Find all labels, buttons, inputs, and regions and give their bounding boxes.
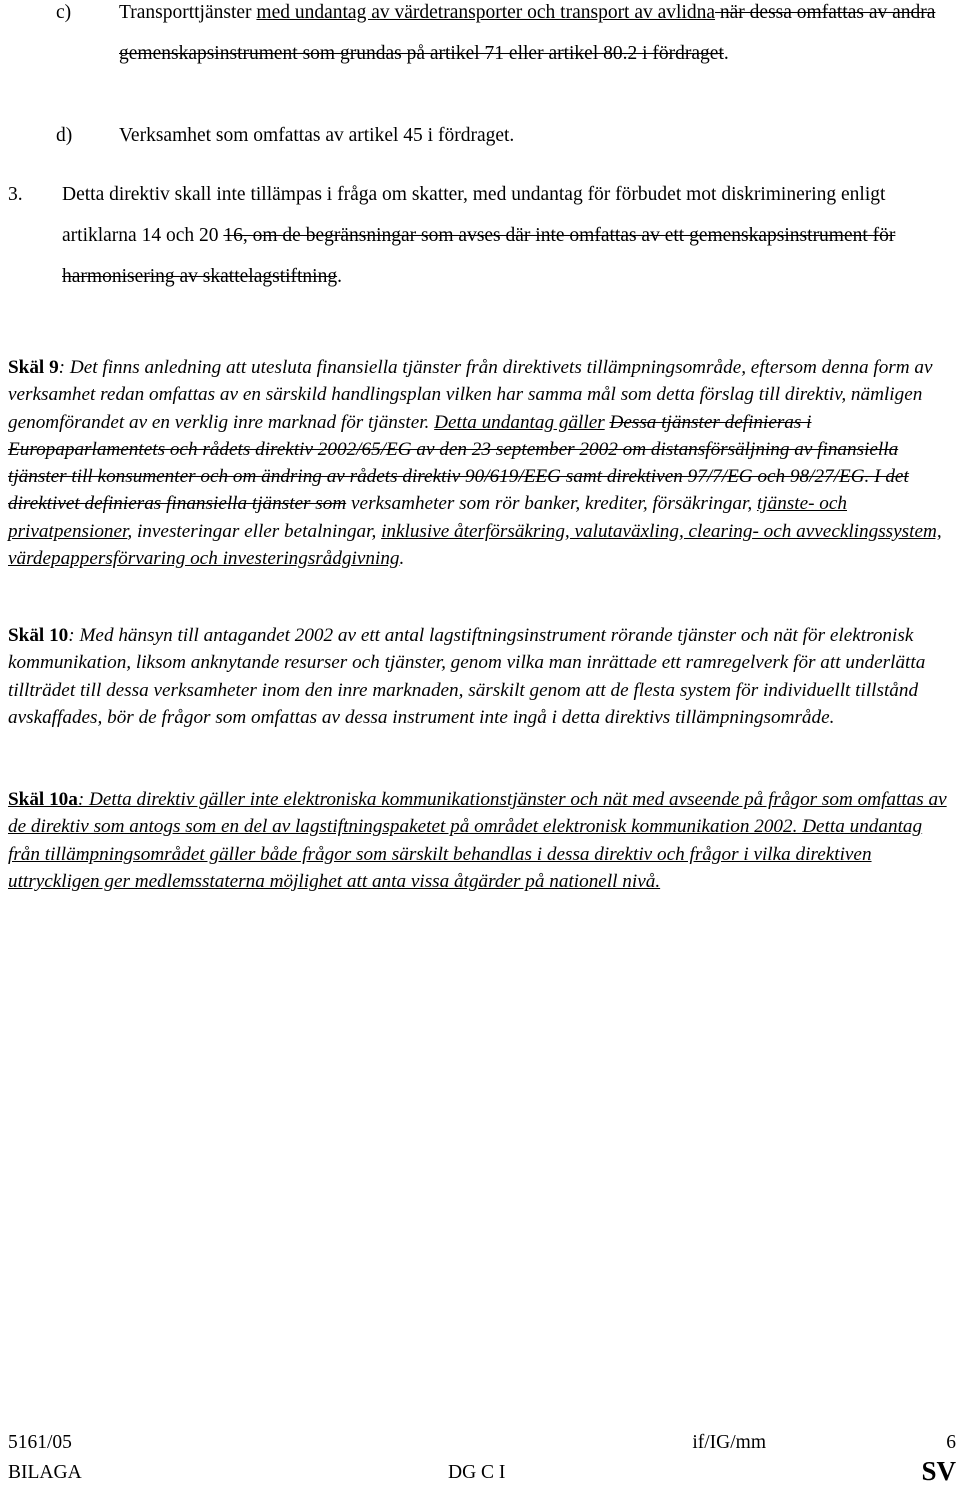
item-text: [119, 115, 948, 156]
recital-label: Skäl 10a: [8, 789, 78, 810]
language-code: SV: [921, 1456, 956, 1486]
initials: if/IG/mm: [692, 1432, 766, 1453]
recital-label: Skäl 10: [8, 625, 69, 646]
text-segment: , investeringar eller betalningar,: [127, 520, 382, 542]
text-segment: Transporttjänster: [119, 2, 257, 23]
deleted-text: Dessa tjänster definieras i Europaparlamentets och rådets direktiv 2002/65/EG av den 23 september 2002 om distansförsäljning av finansiella tjänster till konsumenter och om ändring av rådets direktiv 90/619/EEG samt direktiven 97/7/EG och 98/27/EG. I det direktivet definieras finansiella tjänster som: [8, 411, 909, 515]
annex-label: BILAGA: [8, 1462, 82, 1483]
recital-10: [8, 622, 952, 731]
paragraph-text: [62, 174, 948, 297]
text-segment: .: [337, 266, 342, 287]
inserted-text: med undantag av värdetransporter och transport av avlidna: [256, 2, 716, 23]
inserted-text: tjänste- och privatpensioner: [8, 493, 848, 542]
item-label: d): [56, 125, 73, 146]
paragraph-number: 3.: [8, 184, 23, 205]
recital-label: Skäl 9: [8, 357, 59, 378]
text-segment: .: [723, 43, 729, 64]
doc-number: 5161/05: [8, 1432, 72, 1453]
text-segment: Verksamhet som omfattas av artikel 45 i fördraget.: [119, 125, 515, 146]
text-segment: verksamheter som rör banker, krediter, försäkringar,: [346, 493, 757, 515]
deleted-text: 16, om de begränsningar som avses där inte omfattas av ett gemenskapsinstrument för harmonisering av skattelagstiftning: [62, 225, 896, 287]
text-segment: Detta direktiv skall inte tillämpas i fråga om skatter, med undantag för förbudet mot diskriminering enligt artiklarna 14 och 20: [62, 184, 886, 246]
deleted-text: när dessa omfattas av andra gemenskapsinstrument som grundas på artikel 71 eller artikel 80.2 i fördraget: [119, 2, 936, 64]
paragraph-3: [8, 174, 948, 297]
item-text: [119, 0, 948, 74]
text-segment: : Det finns anledning att utesluta finansiella tjänster från direktivets tillämpningsområde, eftersom denna form av verksamhet redan omfattas av en särskild handlingsplan vilken har samma mål som detta förslag till direktiv, nämligen genomförandet av en verklig inre marknad för tjänster.: [8, 357, 933, 433]
page-number: 6: [946, 1432, 956, 1453]
recital-9: [8, 354, 952, 572]
text-segment: : Med hänsyn till antagandet 2002 av ett antal lagstiftningsinstrument rörande tjänster och nät för elektronisk kommunikation, liksom anknytande resurser och tjänster, genom vilka man inrättade ett ramregelverk för att underlätta tillträdet till dessa verksamheter inom den inre marknaden, särskilt genom att de flesta system för individuellt tillstånd avskaffades, bör de frågor som omfattas av dessa instrument inte ingå i detta direktivs tillämpningsområde.: [8, 625, 926, 728]
dg-label: DG C I: [448, 1462, 506, 1483]
text-segment: .: [399, 548, 405, 570]
recital-10a: [8, 786, 952, 895]
text-segment: : Detta direktiv gäller inte elektroniska kommunikationstjänster och nät med avseende på frågor som omfattas av de direktiv som antogs som en del av lagstiftningspaketet på området elektronisk kommunikation 2002. Detta undantag från tillämpningsområdet gäller både frågor som särskilt behandlas i dessa direktiv och frågor i vilka direktiven uttryckligen ger medlemsstaterna möjlighet att anta vissa åtgärder på nationell nivå.: [8, 789, 947, 892]
item-label: c): [56, 2, 72, 23]
inserted-text: inklusive återförsäkring, valutaväxling, clearing- och avvecklingssystem, värdepappersförvaring och investeringsrådgivning: [8, 520, 942, 570]
inserted-text: Detta undantag gäller: [434, 411, 605, 433]
